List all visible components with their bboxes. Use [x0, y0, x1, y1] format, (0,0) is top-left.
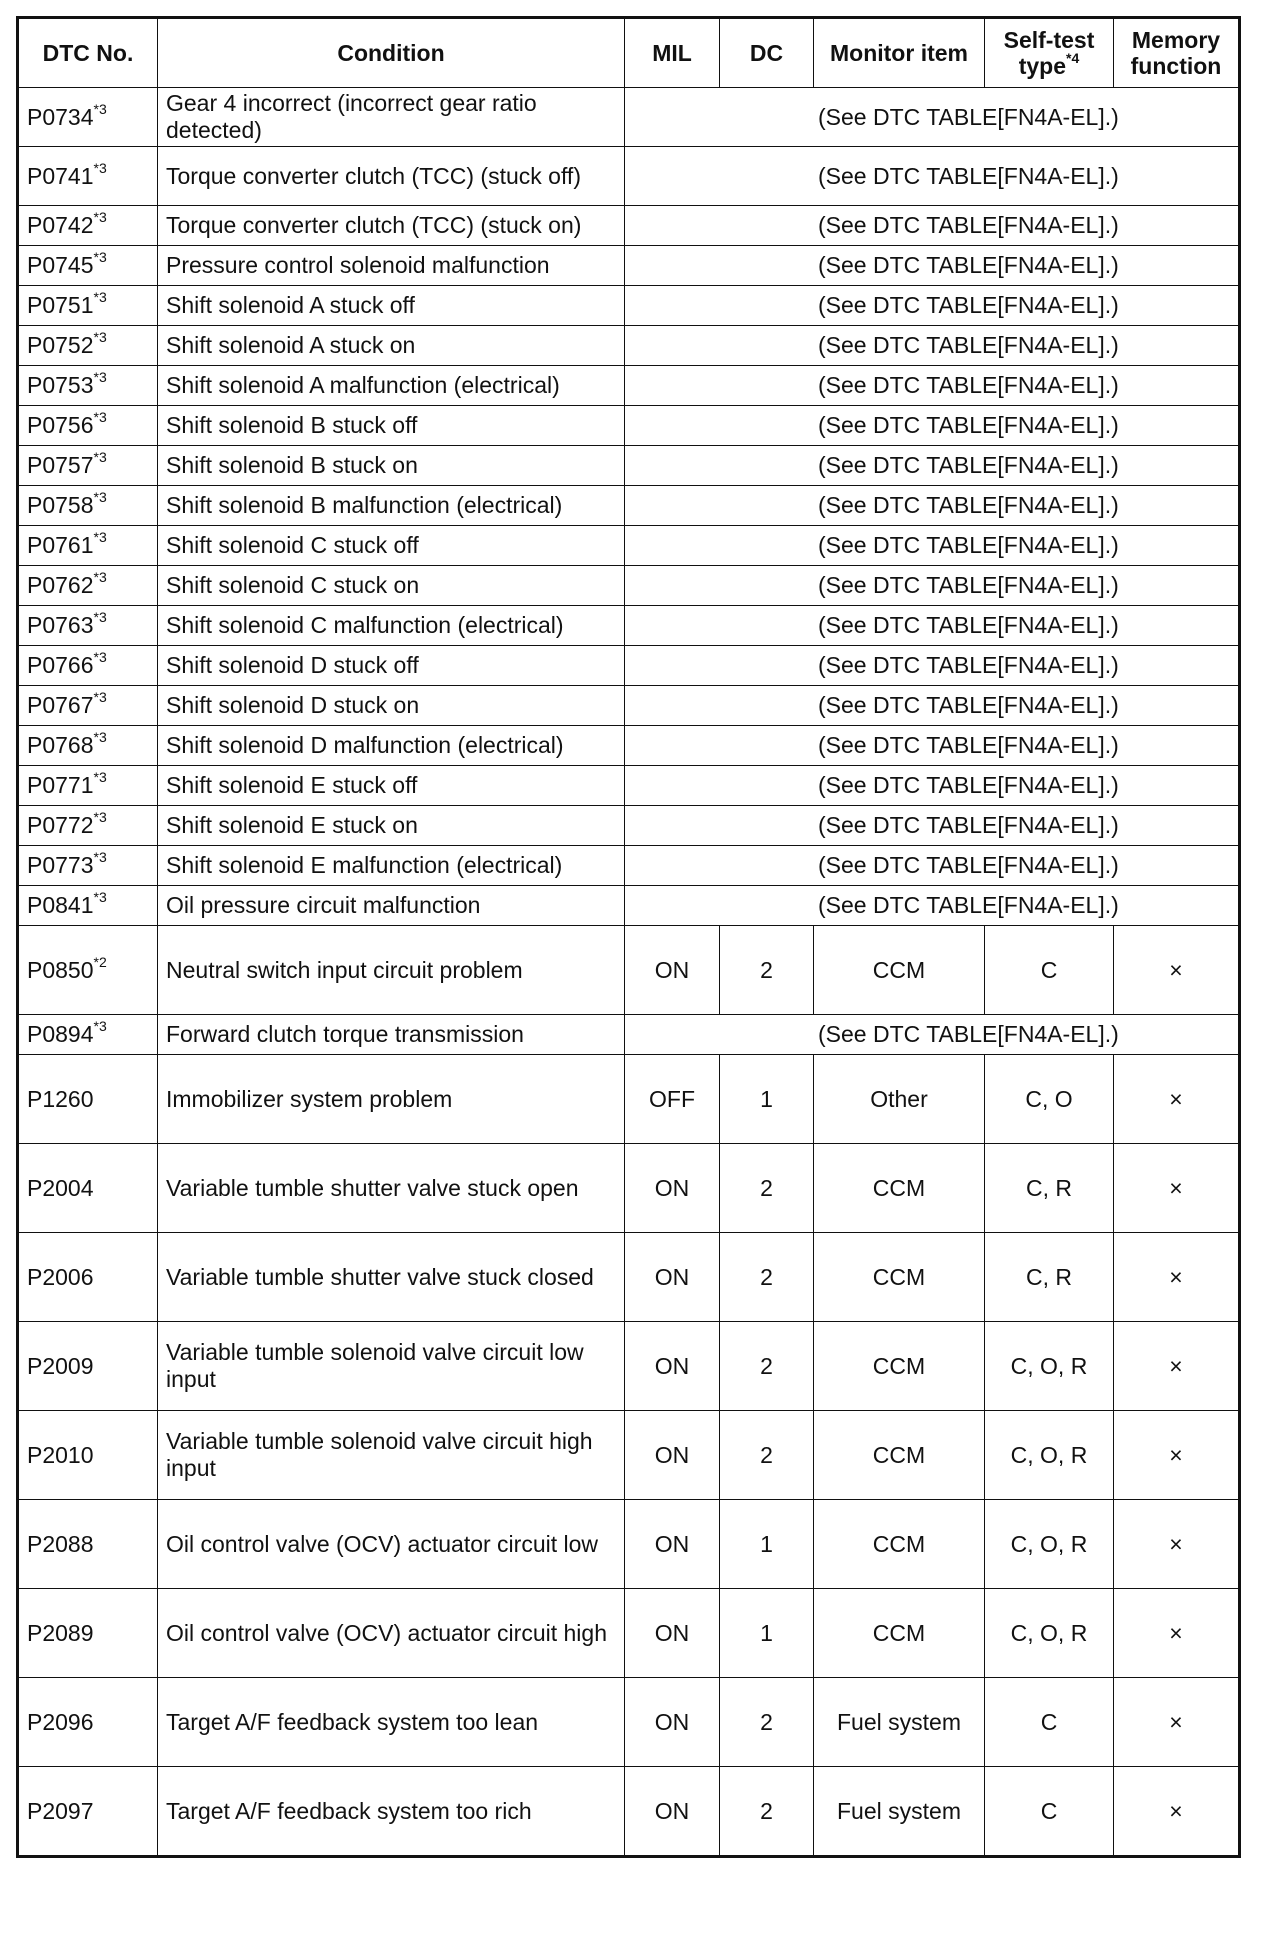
dtc-footnote: *3 [93, 159, 107, 176]
dc-cell: 2 [720, 1144, 814, 1233]
header-dc: DC [720, 18, 814, 88]
dtc-footnote: *3 [93, 249, 107, 266]
monitor-item-cell: Other [814, 1055, 985, 1144]
table-row [18, 206, 1240, 246]
dtc-code: P0773 [27, 852, 94, 878]
dc-cell: 1 [720, 1055, 814, 1144]
dtc-footnote: *3 [93, 1018, 107, 1035]
monitor-item-cell: CCM [814, 1233, 985, 1322]
condition-cell: Shift solenoid A stuck on [158, 326, 625, 366]
dtc-code-cell [18, 1015, 158, 1055]
see-dtc-table-reference: (See DTC TABLE[FN4A-EL].) [625, 446, 1240, 486]
condition-cell: Variable tumble shutter valve stuck closed [158, 1233, 625, 1322]
dtc-code-cell [18, 1678, 158, 1767]
dtc-code: P0763 [27, 612, 94, 638]
dtc-code: P0762 [27, 572, 94, 598]
condition-cell: Target A/F feedback system too rich [158, 1767, 625, 1857]
dtc-code: P0757 [27, 452, 94, 478]
dtc-code-cell [18, 726, 158, 766]
mil-cell: ON [625, 1233, 720, 1322]
memory-function-cell: × [1114, 1589, 1240, 1678]
self-test-type-cell: C [985, 1678, 1114, 1767]
table-row [18, 686, 1240, 726]
see-dtc-table-reference: (See DTC TABLE[FN4A-EL].) [625, 886, 1240, 926]
condition-cell: Shift solenoid E malfunction (electrical) [158, 846, 625, 886]
mil-cell: ON [625, 1500, 720, 1589]
table-row [18, 926, 1240, 1015]
condition-cell: Shift solenoid A stuck off [158, 286, 625, 326]
see-dtc-table-reference: (See DTC TABLE[FN4A-EL].) [625, 806, 1240, 846]
see-dtc-table-reference: (See DTC TABLE[FN4A-EL].) [625, 766, 1240, 806]
monitor-item-cell: CCM [814, 1500, 985, 1589]
see-dtc-table-reference: (See DTC TABLE[FN4A-EL].) [625, 366, 1240, 406]
monitor-item-cell: CCM [814, 1411, 985, 1500]
dtc-code-cell [18, 246, 158, 286]
dtc-code: P2010 [27, 1441, 94, 1468]
monitor-item-cell: CCM [814, 1322, 985, 1411]
condition-cell: Torque converter clutch (TCC) (stuck on) [158, 206, 625, 246]
table-row [18, 1589, 1240, 1678]
self-test-type-cell: C, O [985, 1055, 1114, 1144]
table-row [18, 286, 1240, 326]
dtc-footnote: *3 [93, 889, 107, 906]
dtc-code-cell [18, 886, 158, 926]
dtc-code: P2088 [27, 1530, 94, 1557]
dc-cell: 1 [720, 1589, 814, 1678]
dtc-code: P2004 [27, 1174, 94, 1201]
dtc-code: P0894 [27, 1021, 94, 1047]
header-condition: Condition [158, 18, 625, 88]
table-row [18, 88, 1240, 147]
dtc-code: P0766 [27, 652, 94, 678]
dtc-code-cell [18, 1767, 158, 1857]
header-mil: MIL [625, 18, 720, 88]
dtc-footnote: *3 [93, 329, 107, 346]
dtc-footnote: *3 [93, 529, 107, 546]
table-row [18, 1322, 1240, 1411]
mil-cell: ON [625, 926, 720, 1015]
dtc-footnote: *3 [93, 449, 107, 466]
condition-cell: Shift solenoid B malfunction (electrical) [158, 486, 625, 526]
dtc-footnote: *3 [93, 369, 107, 386]
dtc-footnote: *3 [93, 689, 107, 706]
dtc-code-cell [18, 926, 158, 1015]
table-row [18, 886, 1240, 926]
dtc-code: P0767 [27, 692, 94, 718]
condition-cell: Oil control valve (OCV) actuator circuit high [158, 1589, 625, 1678]
dtc-code-cell [18, 326, 158, 366]
mil-cell: ON [625, 1411, 720, 1500]
dtc-code-cell [18, 606, 158, 646]
dc-cell: 2 [720, 1322, 814, 1411]
table-row [18, 726, 1240, 766]
table-row [18, 366, 1240, 406]
memory-function-cell: × [1114, 1144, 1240, 1233]
dtc-footnote: *3 [93, 409, 107, 426]
see-dtc-table-reference: (See DTC TABLE[FN4A-EL].) [625, 326, 1240, 366]
dtc-code-cell [18, 806, 158, 846]
dtc-code: P0761 [27, 532, 94, 558]
memory-function-cell: × [1114, 1233, 1240, 1322]
condition-cell: Pressure control solenoid malfunction [158, 246, 625, 286]
dtc-code-cell [18, 446, 158, 486]
table-row [18, 1678, 1240, 1767]
dtc-code-cell [18, 766, 158, 806]
see-dtc-table-reference: (See DTC TABLE[FN4A-EL].) [625, 406, 1240, 446]
table-row [18, 646, 1240, 686]
table-row [18, 1500, 1240, 1589]
table-row [18, 1411, 1240, 1500]
dtc-footnote: *3 [93, 649, 107, 666]
memory-function-cell: × [1114, 1500, 1240, 1589]
dtc-code-cell [18, 206, 158, 246]
dtc-code-cell [18, 1233, 158, 1322]
dtc-code: P0734 [27, 103, 94, 130]
condition-cell: Oil control valve (OCV) actuator circuit low [158, 1500, 625, 1589]
condition-cell: Shift solenoid C stuck on [158, 566, 625, 606]
dtc-code: P0768 [27, 732, 94, 758]
dtc-code: P0745 [27, 252, 94, 278]
dtc-code-cell [18, 1322, 158, 1411]
monitor-item-cell: CCM [814, 926, 985, 1015]
dtc-code-cell [18, 646, 158, 686]
table-row [18, 486, 1240, 526]
dtc-footnote: *2 [93, 953, 107, 970]
dtc-code-cell [18, 1500, 158, 1589]
table-row [18, 1015, 1240, 1055]
table-row [18, 1055, 1240, 1144]
dtc-code-cell [18, 686, 158, 726]
dc-cell: 2 [720, 1678, 814, 1767]
monitor-item-cell: Fuel system [814, 1767, 985, 1857]
table-row [18, 326, 1240, 366]
dtc-code-cell [18, 486, 158, 526]
mil-cell: ON [625, 1589, 720, 1678]
see-dtc-table-reference: (See DTC TABLE[FN4A-EL].) [625, 246, 1240, 286]
dtc-footnote: *3 [93, 809, 107, 826]
dtc-code: P1260 [27, 1085, 94, 1112]
monitor-item-cell: Fuel system [814, 1678, 985, 1767]
memory-function-cell: × [1114, 1055, 1240, 1144]
memory-function-cell: × [1114, 926, 1240, 1015]
dtc-code: P0753 [27, 372, 94, 398]
see-dtc-table-reference: (See DTC TABLE[FN4A-EL].) [625, 846, 1240, 886]
table-row [18, 766, 1240, 806]
mil-cell: ON [625, 1144, 720, 1233]
dc-cell: 2 [720, 1767, 814, 1857]
table-row [18, 1233, 1240, 1322]
see-dtc-table-reference: (See DTC TABLE[FN4A-EL].) [625, 646, 1240, 686]
condition-cell: Shift solenoid D stuck on [158, 686, 625, 726]
condition-cell: Target A/F feedback system too lean [158, 1678, 625, 1767]
self-test-type-cell: C, O, R [985, 1589, 1114, 1678]
condition-cell: Shift solenoid B stuck off [158, 406, 625, 446]
dtc-code: P0772 [27, 812, 94, 838]
condition-cell: Torque converter clutch (TCC) (stuck off) [158, 147, 625, 206]
table-row [18, 246, 1240, 286]
dtc-code: P0756 [27, 412, 94, 438]
condition-cell: Oil pressure circuit malfunction [158, 886, 625, 926]
mil-cell: ON [625, 1767, 720, 1857]
condition-cell: Variable tumble shutter valve stuck open [158, 1144, 625, 1233]
see-dtc-table-reference: (See DTC TABLE[FN4A-EL].) [625, 686, 1240, 726]
dc-cell: 2 [720, 1233, 814, 1322]
table-row [18, 566, 1240, 606]
condition-cell: Forward clutch torque transmission [158, 1015, 625, 1055]
table-row [18, 606, 1240, 646]
condition-cell: Shift solenoid C stuck off [158, 526, 625, 566]
dtc-table [16, 16, 1241, 1858]
self-test-type-cell: C [985, 926, 1114, 1015]
memory-function-cell: × [1114, 1322, 1240, 1411]
dtc-footnote: *3 [93, 849, 107, 866]
header-memory-function: Memory function [1114, 18, 1240, 88]
dtc-code: P2096 [27, 1708, 94, 1735]
monitor-item-cell: CCM [814, 1589, 985, 1678]
dtc-footnote: *3 [93, 609, 107, 626]
memory-function-cell: × [1114, 1678, 1240, 1767]
dc-cell: 2 [720, 926, 814, 1015]
see-dtc-table-reference: (See DTC TABLE[FN4A-EL].) [625, 486, 1240, 526]
table-header-row [18, 18, 1240, 88]
condition-cell: Immobilizer system problem [158, 1055, 625, 1144]
condition-cell: Shift solenoid D stuck off [158, 646, 625, 686]
header-self-test-label: Self-test type [1003, 27, 1095, 79]
dtc-code: P0751 [27, 292, 94, 318]
dtc-code: P2009 [27, 1352, 94, 1379]
condition-cell: Gear 4 incorrect (incorrect gear ratio detected) [158, 88, 625, 147]
condition-cell: Shift solenoid A malfunction (electrical) [158, 366, 625, 406]
dtc-code: P0841 [27, 892, 94, 918]
table-row [18, 446, 1240, 486]
header-self-test-type [985, 18, 1114, 88]
table-row [18, 406, 1240, 446]
table-row [18, 147, 1240, 206]
dtc-code-cell [18, 406, 158, 446]
self-test-type-cell: C, O, R [985, 1500, 1114, 1589]
dc-cell: 2 [720, 1411, 814, 1500]
mil-cell: OFF [625, 1055, 720, 1144]
dtc-code-cell [18, 286, 158, 326]
dtc-footnote: *3 [93, 569, 107, 586]
dtc-code: P0741 [27, 162, 94, 189]
self-test-type-cell: C, R [985, 1144, 1114, 1233]
mil-cell: ON [625, 1322, 720, 1411]
monitor-item-cell: CCM [814, 1144, 985, 1233]
memory-function-cell: × [1114, 1411, 1240, 1500]
dtc-code-cell [18, 147, 158, 206]
table-row [18, 526, 1240, 566]
dtc-code: P0742 [27, 212, 94, 238]
self-test-type-cell: C, O, R [985, 1322, 1114, 1411]
condition-cell: Neutral switch input circuit problem [158, 926, 625, 1015]
see-dtc-table-reference: (See DTC TABLE[FN4A-EL].) [625, 726, 1240, 766]
condition-cell: Shift solenoid C malfunction (electrical) [158, 606, 625, 646]
dtc-code-cell [18, 846, 158, 886]
see-dtc-table-reference: (See DTC TABLE[FN4A-EL].) [625, 526, 1240, 566]
see-dtc-table-reference: (See DTC TABLE[FN4A-EL].) [625, 206, 1240, 246]
condition-cell: Shift solenoid E stuck off [158, 766, 625, 806]
dtc-code-cell [18, 566, 158, 606]
dtc-footnote: *3 [93, 289, 107, 306]
see-dtc-table-reference: (See DTC TABLE[FN4A-EL].) [625, 147, 1240, 206]
dtc-footnote: *3 [93, 729, 107, 746]
dtc-code-cell [18, 366, 158, 406]
dtc-code: P2006 [27, 1263, 94, 1290]
dtc-code-cell [18, 1055, 158, 1144]
dtc-footnote: *3 [93, 209, 107, 226]
dtc-code: P0771 [27, 772, 94, 798]
table-row [18, 846, 1240, 886]
dtc-code: P2089 [27, 1619, 94, 1646]
see-dtc-table-reference: (See DTC TABLE[FN4A-EL].) [625, 1015, 1240, 1055]
dtc-code: P0752 [27, 332, 94, 358]
dtc-code-cell [18, 526, 158, 566]
table-row [18, 1767, 1240, 1857]
self-test-type-cell: C, O, R [985, 1411, 1114, 1500]
condition-cell: Variable tumble solenoid valve circuit low input [158, 1322, 625, 1411]
self-test-type-cell: C, R [985, 1233, 1114, 1322]
header-monitor-item: Monitor item [814, 18, 985, 88]
see-dtc-table-reference: (See DTC TABLE[FN4A-EL].) [625, 88, 1240, 147]
self-test-type-cell: C [985, 1767, 1114, 1857]
dtc-code-cell [18, 88, 158, 147]
dtc-code: P0758 [27, 492, 94, 518]
header-dtc-no: DTC No. [18, 18, 158, 88]
condition-cell: Shift solenoid D malfunction (electrical) [158, 726, 625, 766]
dc-cell: 1 [720, 1500, 814, 1589]
see-dtc-table-reference: (See DTC TABLE[FN4A-EL].) [625, 566, 1240, 606]
dtc-footnote: *3 [93, 769, 107, 786]
dtc-code-cell [18, 1144, 158, 1233]
dtc-code-cell [18, 1589, 158, 1678]
table-row [18, 806, 1240, 846]
dtc-code: P0850 [27, 956, 94, 983]
see-dtc-table-reference: (See DTC TABLE[FN4A-EL].) [625, 606, 1240, 646]
header-self-test-footnote: *4 [1066, 50, 1080, 67]
see-dtc-table-reference: (See DTC TABLE[FN4A-EL].) [625, 286, 1240, 326]
condition-cell: Shift solenoid B stuck on [158, 446, 625, 486]
condition-cell: Shift solenoid E stuck on [158, 806, 625, 846]
condition-cell: Variable tumble solenoid valve circuit high input [158, 1411, 625, 1500]
dtc-footnote: *3 [93, 100, 107, 117]
table-body [18, 88, 1240, 1857]
dtc-code-cell [18, 1411, 158, 1500]
memory-function-cell: × [1114, 1767, 1240, 1857]
mil-cell: ON [625, 1678, 720, 1767]
dtc-code: P2097 [27, 1797, 94, 1824]
table-row [18, 1144, 1240, 1233]
dtc-footnote: *3 [93, 489, 107, 506]
